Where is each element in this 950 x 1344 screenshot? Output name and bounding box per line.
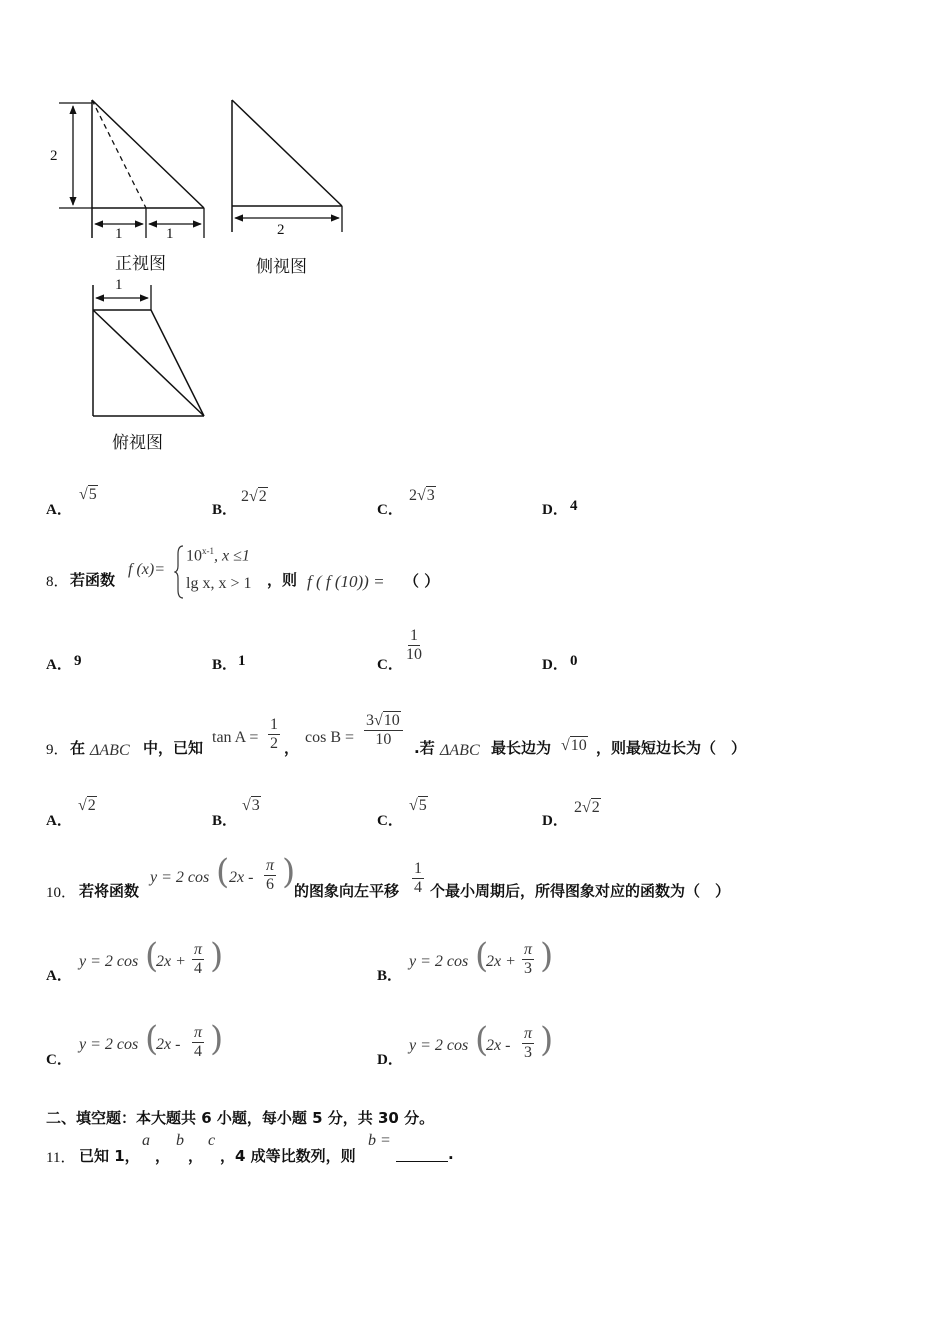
front-view-caption: 正视图 [115, 254, 166, 274]
q10-option-c-label[interactable]: C． [46, 1052, 72, 1068]
side-view [232, 100, 342, 232]
q11-period: . [448, 1145, 454, 1163]
front-view [59, 100, 204, 238]
q7-option-b-value: 2√2 [241, 488, 267, 505]
q8-option-a-label[interactable]: A． [46, 657, 72, 673]
side-view-caption: 侧视图 [256, 257, 307, 277]
q11-var-b: b [176, 1132, 184, 1149]
q7-option-c-label[interactable]: C． [377, 502, 403, 518]
q7-option-a-value: √5 [79, 486, 97, 503]
q10-text-3: 个最小周期后，所得图象对应的函数为（ ） [430, 882, 731, 900]
q8-text-1: 若函数 [70, 571, 116, 589]
q10-open-paren: ( [216, 852, 230, 892]
q10-func-arg: 2x - [229, 869, 254, 886]
q10-option-a-value: y = 2 cos ( 2x + $\frac{\pi}{4}$ ) [79, 936, 224, 977]
q10-option-d-value: y = 2 cos ( 2x - $\frac{\pi}{3}$ ) [409, 1020, 554, 1061]
q10-option-b-label[interactable]: B． [377, 968, 403, 984]
q10-func-lhs: y = 2 cos [150, 869, 210, 886]
q8-fx: f (x)= [128, 561, 165, 578]
q10-func-fraction: $\frac{\pi}{6}$ [266, 857, 275, 893]
side-base-label: 2 [277, 222, 285, 238]
q9-option-b-label[interactable]: B． [212, 813, 238, 829]
q8-brace [174, 544, 184, 600]
q10-text-2: 的图象向左平移 [294, 882, 400, 900]
q11-expression: b = [368, 1132, 391, 1149]
q7-option-a-label[interactable]: A． [46, 502, 72, 518]
q7-option-d-value: 4 [570, 498, 578, 514]
q11-text-2: ，4 成等比数列，则 [220, 1147, 356, 1165]
q11-number: 11． [46, 1150, 76, 1166]
q8-option-b-label[interactable]: B． [212, 657, 238, 673]
q9-option-d-value: 2√2 [574, 799, 600, 816]
three-view-figures [0, 0, 950, 460]
q8-option-d-label[interactable]: D． [542, 657, 568, 673]
top-width-label: 1 [115, 277, 123, 293]
q9-number: 9． [46, 742, 69, 758]
q9-cos-b: cos B = [305, 729, 355, 746]
q8-option-d-value: 0 [570, 653, 578, 669]
top-view [93, 285, 204, 416]
q9-text-2: 中，已知 [143, 739, 204, 757]
front-base-left-label: 1 [115, 226, 123, 242]
q10-option-a-label[interactable]: A． [46, 968, 72, 984]
top-view-caption: 俯视图 [112, 433, 163, 453]
q8-case-1: 10$^{x-1}$, x ≤1 [186, 546, 250, 565]
q9-option-a-value: √2 [78, 797, 96, 814]
q11-var-a: a [142, 1132, 150, 1149]
q8-paren: （ ） [404, 572, 440, 590]
q9-triangle: ΔABC [90, 742, 130, 759]
q8-option-b-value: 1 [238, 653, 246, 669]
q11-var-c: c [208, 1132, 216, 1149]
q8-text-2: ，则 [267, 571, 298, 589]
q9-tan-fraction: $\frac{1}{2}$ [270, 716, 278, 752]
q9-tan-a: tan A = [212, 729, 259, 746]
q8-option-a-value: 9 [74, 653, 82, 669]
q8-case-2: lg x, x > 1 [186, 575, 252, 592]
q9-option-a-label[interactable]: A． [46, 813, 72, 829]
q9-longest-side: √10 [561, 737, 587, 754]
q9-option-c-value: √5 [409, 797, 427, 814]
q10-text-1: 若将函数 [79, 882, 140, 900]
q9-text-3: .若 [414, 739, 435, 757]
q9-cos-fraction: $\frac{3√10}{10}$ [364, 712, 403, 748]
q7-option-c-value: 2√3 [409, 487, 435, 504]
q9-text-1: 在 [70, 739, 86, 757]
q9-comma: ， [284, 739, 300, 757]
q8-option-c-value: $\frac{1}{10}$ [406, 627, 422, 663]
q10-option-c-value: y = 2 cos ( 2x - $\frac{\pi}{4}$ ) [79, 1019, 224, 1060]
q11-comma-2: ， [188, 1147, 204, 1165]
q11-comma-1: ， [155, 1147, 171, 1165]
q9-option-c-label[interactable]: C． [377, 813, 403, 829]
q10-shift-fraction: $\frac{1}{4}$ [414, 860, 422, 896]
q9-option-d-label[interactable]: D． [542, 813, 568, 829]
q8-expression: f ( f (10)) = [307, 572, 385, 591]
front-height-label: 2 [50, 148, 58, 164]
q9-option-b-value: √3 [242, 797, 260, 814]
section-2-heading: 二、填空题：本大题共 6 小题，每小题 5 分，共 30 分。 [46, 1109, 435, 1127]
q9-triangle-2: ΔABC [440, 742, 480, 759]
q8-option-c-label[interactable]: C． [377, 657, 403, 673]
q7-option-d-label[interactable]: D． [542, 502, 568, 518]
q8-number: 8． [46, 574, 69, 590]
q7-option-b-label[interactable]: B． [212, 502, 238, 518]
q11-answer-blank[interactable] [396, 1147, 448, 1162]
q10-close-paren: ) [282, 852, 296, 892]
q9-text-5: ，则最短边长为（ ） [596, 739, 747, 757]
front-base-right-label: 1 [166, 226, 174, 242]
q10-option-d-label[interactable]: D． [377, 1052, 403, 1068]
q9-text-4: 最长边为 [491, 739, 552, 757]
q10-number: 10． [46, 885, 77, 901]
q11-text-1: 已知 1， [79, 1147, 140, 1165]
q10-option-b-value: y = 2 cos ( 2x + $\frac{\pi}{3}$ ) [409, 936, 554, 977]
